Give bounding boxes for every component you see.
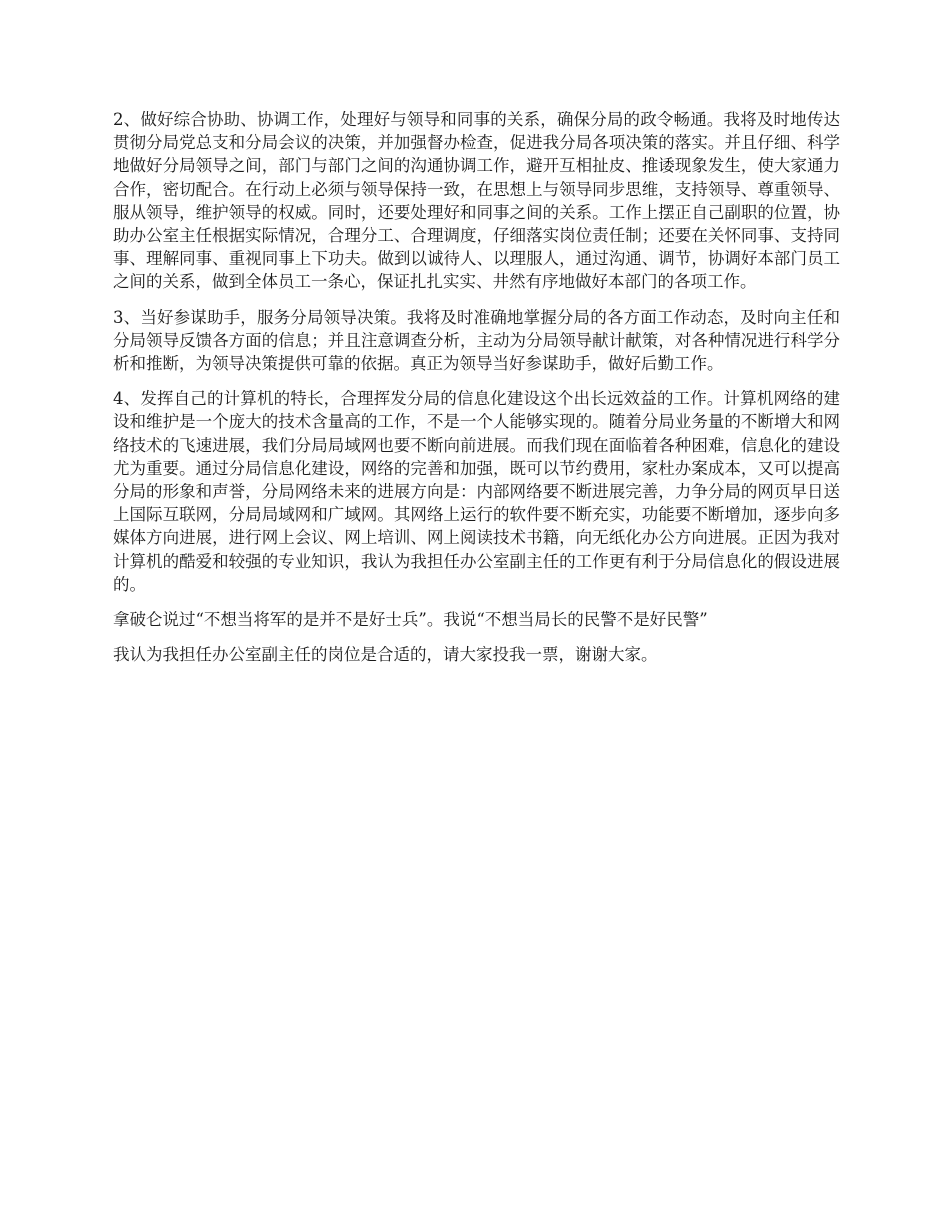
paragraph-4-computer: 4、发挥自己的计算机的特长，合理挥发分局的信息化建设这个出长远效益的工作。计算机网络的建设和维护是一个庞大的技术含量高的工作，不是一个人能够实现的。随着分局业务量的不断增大和网络技术的飞速进展，我们分局局域网也要不断向前进展。而我们现在面临着各种困难，信息化的建设尤为重要。通过分局信息化建设，网络的完善和加强，既可以节约费用，家杜办案成本，又可以提高分局的形象和声誉，分局网络未来的进展方向是：内部网络要不断进展完善，力争分局的网页早日送上国际互联网，分局局域网和广域网。其网络上运行的软件要不断充实，功能要不断增加，逐步向多媒体方向进展，进行网上会议、网上培训、网上阅读技术书籍，向无纸化办公方向进展。正因为我对计算机的酷爱和较强的专业知识，我认为我担任办公室副主任的工作更有利于分局信息化的假设进展的。 [113,389,840,594]
paragraph-2-coordination: 2、做好综合协助、协调工作，处理好与领导和同事的关系，确保分局的政令畅通。我将及时地传达贯彻分局党总支和分局会议的决策，并加强督办检查，促进我分局各项决策的落实。并且仔细、科学地做好分局领导之间，部门与部门之间的沟通协调工作，避开互相扯皮、推诿现象发生，使大家通力合作，密切配合。在行动上必须与领导保持一致，在思想上与领导同步思维，支持领导、尊重领导、服从领导，维护领导的权威。同时，还要处理好和同事之间的关系。工作上摆正自己副职的位置，协助办公室主任根据实际情况，合理分工、合理调度，仔细落实岗位责任制；还要在关怀同事、支持同事、理解同事、重视同事上下功夫。做到以诚待人、以理服人，通过沟通、调节，协调好本部门员工之间的关系，做到全体员工一条心，保证扎扎实实、井然有序地做好本部门的各项工作。 [113,110,840,292]
paragraph-napoleon-quote: 拿破仑说过“不想当将军的是并不是好士兵”。我说“不想当局长的民警不是好民警” [113,610,708,630]
paragraph-3-advisor: 3、当好参谋助手，服务分局领导决策。我将及时准确地掌握分局的各方面工作动态，及时向主任和分局领导反馈各方面的信息；并且注意调查分析，主动为分局领导献计献策，对各种情况进行科学分析和推断，为领导决策提供可靠的依据。真正为领导当好参谋助手，做好后勤工作。 [113,307,840,374]
document-body [113,108,840,678]
paragraph-closing: 我认为我担任办公室副主任的岗位是合适的，请大家投我一票，谢谢大家。 [113,645,658,665]
